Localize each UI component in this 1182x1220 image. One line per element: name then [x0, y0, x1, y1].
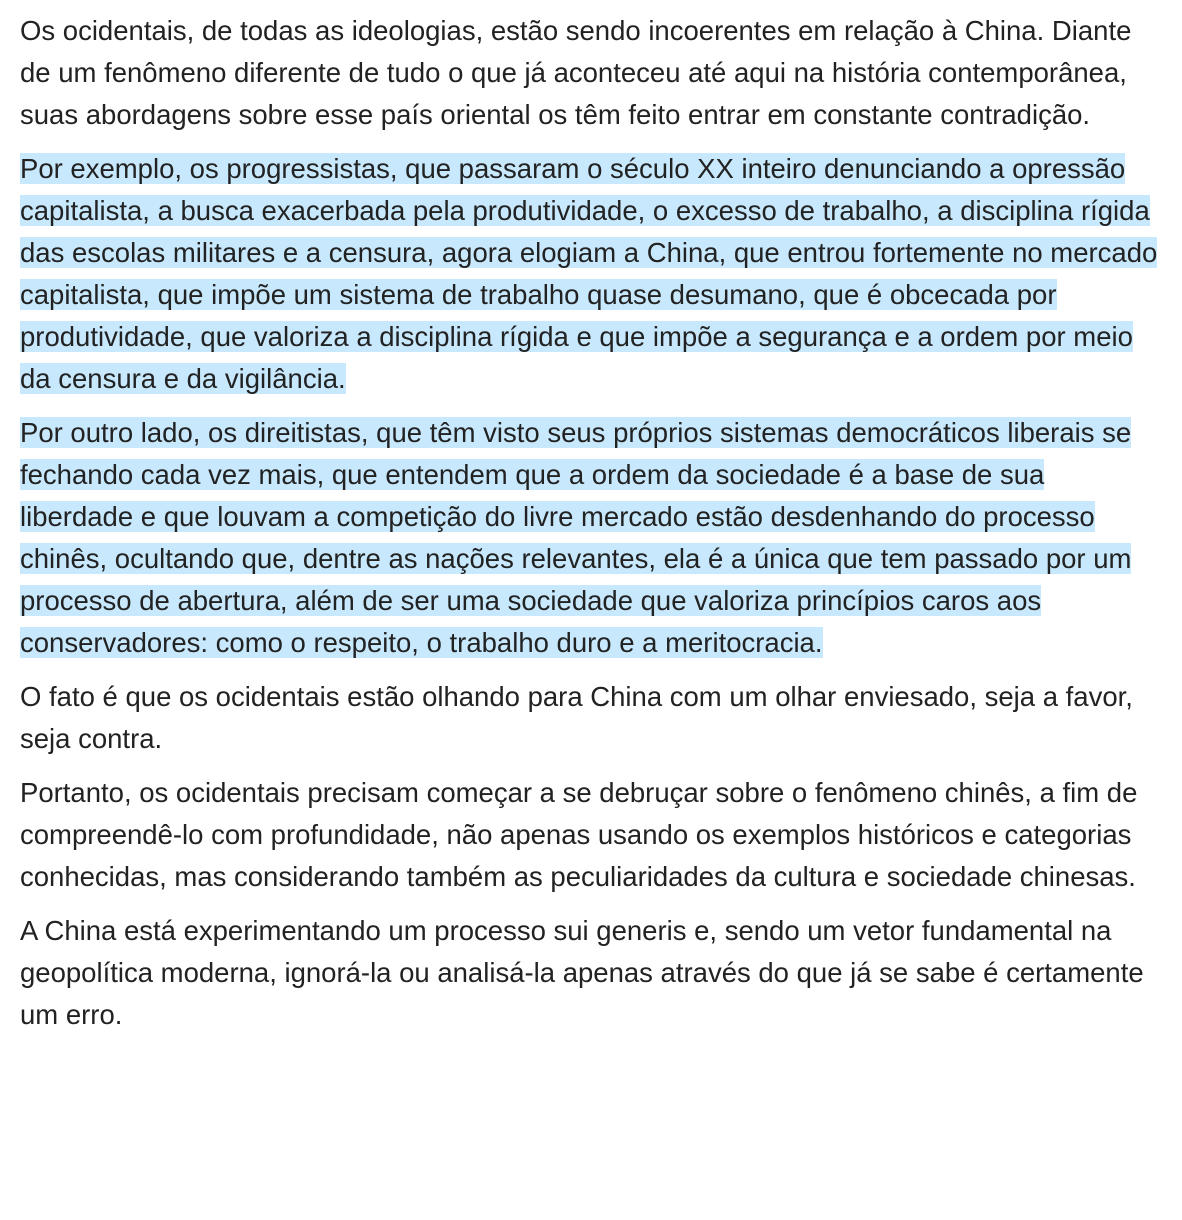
paragraph-biased-view-text: O fato é que os ocidentais estão olhando para China com um olhar enviesado, seja a favor, seja contra.	[20, 681, 1133, 754]
paragraph-progressives-text[interactable]: Por exemplo, os progressistas, que passaram o século XX inteiro denunciando a opressão capitalista, a busca exacerbada pela produtividade, o excesso de trabalho, a disciplina rígida das escolas militares e a censura, agora elogiam a China, que entrou fortemente no mercado capitalista, que impõe um sistema de trabalho quase desumano, que é obcecada por produtividade, que valoriza a disciplina rígida e que impõe a segurança e a ordem por meio da censura e da vigilância.	[20, 153, 1158, 394]
paragraph-right-wing-text[interactable]: Por outro lado, os direitistas, que têm visto seus próprios sistemas democráticos liberais se fechando cada vez mais, que entendem que a ordem da sociedade é a base de sua liberdade e que louvam a competição do livre mercado estão desdenhando do processo chinês, ocultando que, dentre as nações relevantes, ela é a única que tem passado por um processo de abertura, além de ser uma sociedade que valoriza princípios caros aos conservadores: como o respeito, o trabalho duro e a meritocracia.	[20, 417, 1132, 658]
article-body	[20, 10, 1165, 1036]
paragraph-therefore-text: Portanto, os ocidentais precisam começar a se debruçar sobre o fenômeno chinês, a fim de compreendê-lo com profundidade, não apenas usando os exemplos históricos e categorias conhecidas, mas considerando também as peculiaridades da cultura e sociedade chinesas.	[20, 777, 1138, 892]
paragraph-intro	[20, 10, 1165, 136]
paragraph-biased-view	[20, 676, 1165, 760]
paragraph-therefore	[20, 772, 1165, 898]
paragraph-right-wing-highlighted[interactable]	[20, 412, 1165, 664]
paragraph-progressives-highlighted[interactable]	[20, 148, 1165, 400]
paragraph-intro-text: Os ocidentais, de todas as ideologias, estão sendo incoerentes em relação à China. Diante de um fenômeno diferente de tudo o que já aconteceu até aqui na história contemporânea, suas abordagens sobre esse país oriental os têm feito entrar em constante contradição.	[20, 15, 1132, 130]
paragraph-conclusion	[20, 910, 1165, 1036]
paragraph-conclusion-text: A China está experimentando um processo sui generis e, sendo um vetor fundamental na geopolítica moderna, ignorá-la ou analisá-la apenas através do que já se sabe é certamente um erro.	[20, 915, 1144, 1030]
